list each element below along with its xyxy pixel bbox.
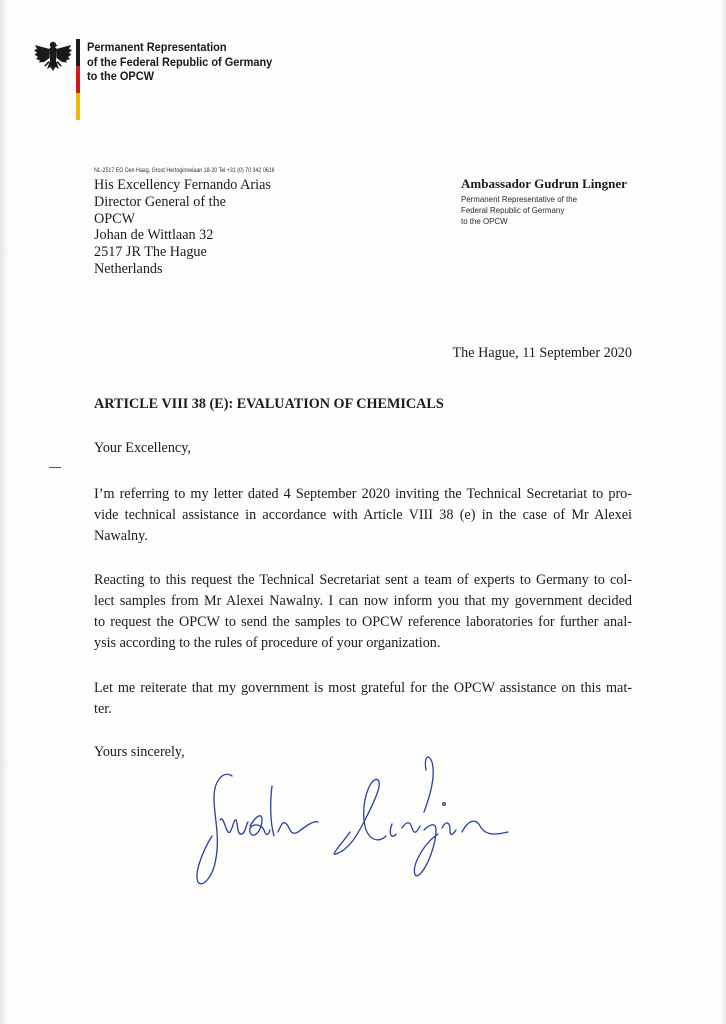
recipient-line: Johan de Wittlaan 32 [94, 227, 214, 244]
fold-mark [49, 467, 61, 468]
paragraph-line: ysis according to the rules of procedure of your organization. [94, 635, 441, 651]
sender-title [461, 194, 614, 226]
institution-line: of the Federal Republic of Germany [87, 54, 273, 69]
federal-eagle-icon [33, 39, 73, 75]
flag-stripe-red [76, 66, 80, 93]
paragraph-line: lect samples from Mr Alexei Nawalny. I can now inform you that my government decided [94, 593, 632, 609]
paragraph-line: Let me reiterate that my government is most grateful for the OPCW assistance on this mat- [94, 680, 632, 696]
recipient-line: Netherlands [94, 260, 163, 277]
letter-greeting: Your Excellency, [94, 440, 191, 456]
page-edge-shadow-right [720, 0, 726, 1024]
paragraph-line: Reacting to this request the Technical Secretariat sent a team of experts to Germany to col- [94, 572, 632, 588]
body-paragraph-3 [94, 678, 632, 720]
flag-stripe-gold [76, 93, 80, 120]
letter-subject: ARTICLE VIII 38 (E): EVALUATION OF CHEMICALS [94, 396, 444, 412]
body-paragraph-1 [94, 484, 632, 547]
recipient-line: 2517 JR The Hague [94, 244, 207, 261]
sender-title-line: to the OPCW [461, 215, 508, 226]
sender-title-line: Permanent Representative of the [461, 194, 578, 204]
institution-line: to the OPCW [87, 69, 155, 83]
flag-color-bar [76, 39, 80, 120]
handwritten-signature [180, 740, 540, 900]
flag-stripe-black [76, 39, 80, 66]
sender-address-line: NL-2517 EG Den Haag, Groot Hertoginnelaan 18-20 Tel +31 (0) 70 342 0616 [94, 167, 275, 174]
body-paragraph-2 [94, 570, 632, 654]
letter-date: The Hague, 11 September 2020 [452, 345, 632, 361]
paragraph-line: Nawalny. [94, 528, 148, 544]
letter-closing: Yours sincerely, [94, 744, 185, 760]
paragraph-line: ter. [94, 701, 112, 717]
page-edge-shadow [0, 0, 8, 1024]
recipient-line: Director General of the [94, 193, 226, 210]
paragraph-line: I’m referring to my letter dated 4 September 2020 inviting the Technical Secretariat to pro- [94, 486, 632, 502]
institution-line: Permanent Representation [87, 40, 227, 54]
paragraph-line: to request the OPCW to send the samples to OPCW reference laboratories for further anal- [94, 614, 632, 630]
paragraph-line: vide technical assistance in accordance with Article VIII 38 (e) in the case of Mr Alexei [94, 507, 632, 523]
recipient-address [94, 177, 271, 278]
recipient-line: His Excellency Fernando Arias [94, 177, 271, 193]
recipient-line: OPCW [94, 210, 135, 227]
sender-block [461, 176, 627, 226]
sender-name: Ambassador Gudrun Lingner [461, 176, 627, 191]
institution-name [87, 40, 272, 84]
sender-title-line: Federal Republic of Germany [461, 204, 565, 215]
